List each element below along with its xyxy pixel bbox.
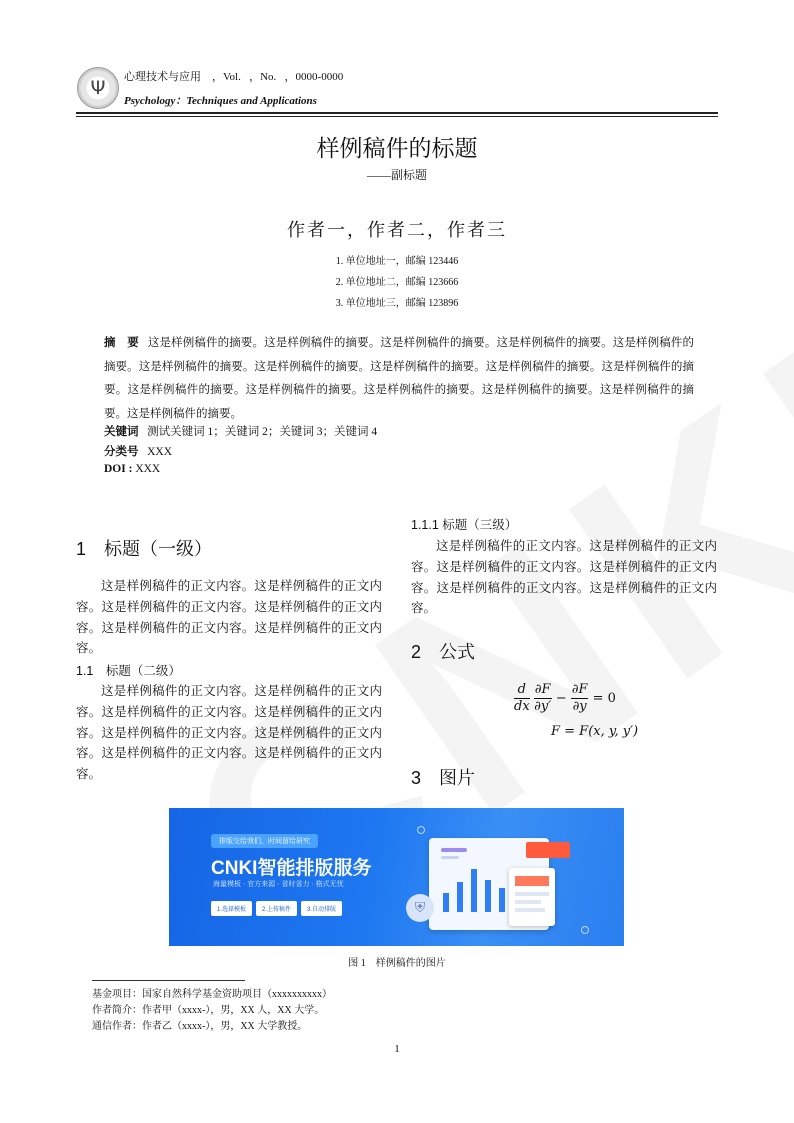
section-1-heading: 1 标题（一级） (76, 539, 213, 559)
formula-1 (514, 682, 616, 715)
doi-text: XXX (135, 463, 161, 475)
section-1-1-paragraph: 这是样例稿件的正文内容。这是样例稿件的正文内容。这是样例稿件的正文内容。这是样例稿件的正文内容。这是样例稿件的正文内容。这是样例稿件的正文内容。这是样例稿件的正文内容。这是样例稿件的正文内容。 (76, 684, 382, 782)
banner-bar (443, 893, 449, 912)
formula-1-den3: ∂y (572, 699, 587, 714)
header-rule-thin (76, 116, 718, 117)
formula-1-num3: ∂F (571, 682, 588, 697)
abstract (104, 332, 694, 426)
page-number: 1 (394, 1043, 400, 1055)
journal-logo (77, 67, 119, 109)
header-rule-thick (76, 112, 718, 114)
abstract-text: 这是样例稿件的摘要。这是样例稿件的摘要。这是样例稿件的摘要。这是样例稿件的摘要。这是样例稿件的摘要。这是样例稿件的摘要。这是样例稿件的摘要。这是样例稿件的摘要。这是样例稿件的摘要。这是样例稿件的摘要。这是样例稿件的摘要。这是样例稿件的摘要。这是样例稿件的摘要。这是样例稿件的摘要。这是样例稿件的摘要。这是样例稿件的摘要。 (104, 337, 695, 420)
banner-steps (211, 901, 342, 916)
banner-step-2: 2.上传稿件 (256, 901, 297, 916)
decor-circle (581, 926, 589, 934)
journal-name-en: Psychology：Techniques and Applications (124, 95, 317, 107)
formula-2: F = F(x, y, y′) (551, 724, 639, 739)
abstract-label: 摘 要 (104, 337, 139, 349)
figure-banner-image (169, 808, 624, 946)
formula-1-den1: dx (514, 699, 530, 714)
formula-1-num1: d (514, 682, 530, 699)
formula-1-minus: − (555, 691, 567, 706)
classification-label: 分类号 (104, 446, 139, 458)
affiliation-3: 3. 单位地址三，邮编 123896 (335, 298, 459, 309)
card-header-bar (441, 856, 459, 859)
banner-bar (471, 869, 477, 912)
banner-bar (485, 880, 491, 912)
paper-subtitle: ——副标题 (366, 168, 427, 182)
affiliation-2: 2. 单位地址二，邮编 123666 (335, 277, 459, 288)
banner-subtitle: 海量模板 · 官方来源 · 省时省力 · 格式无忧 (213, 881, 344, 888)
section-1-1-heading: 1.1 标题（二级） (76, 664, 181, 678)
footnote-corresponding: 通信作者：作者乙（xxxx-），男，XX 大学教授。 (92, 1021, 308, 1032)
section-3-heading: 3 图片 (411, 768, 476, 788)
formula-1-rhs: = 0 (592, 691, 616, 706)
formula-1-den2: ∂y′ (534, 699, 552, 714)
banner-document-icon (509, 868, 555, 926)
formula-1-num2: ∂F (534, 682, 551, 697)
journal-name-cn: 心理技术与应用 ，Vol. ，No. ，0000-0000 (124, 71, 344, 83)
keywords (104, 423, 377, 439)
doi (104, 463, 160, 475)
banner-step-3: 3.自动排版 (301, 901, 342, 916)
banner-bar (457, 882, 463, 912)
banner-title: CNKI智能排版服务 (211, 858, 372, 879)
section-2-heading: 2 公式 (411, 642, 476, 662)
figure-caption: 图 1 样例稿件的图片 (348, 958, 446, 969)
classification-text: XXX (147, 446, 173, 458)
section-1-1-1-heading: 1.1.1 标题（三级） (411, 518, 518, 532)
section-1-paragraph: 这是样例稿件的正文内容。这是样例稿件的正文内容。这是样例稿件的正文内容。这是样例稿件的正文内容。这是样例稿件的正文内容。这是样例稿件的正文内容。 (76, 579, 382, 656)
section-1-1-1-paragraph: 这是样例稿件的正文内容。这是样例稿件的正文内容。这是样例稿件的正文内容。这是样例稿件的正文内容。这是样例稿件的正文内容。这是样例稿件的正文内容。 (411, 539, 717, 616)
banner-bar (499, 888, 505, 912)
keywords-text: 测试关键词 1；关键词 2；关键词 3；关键词 4 (147, 426, 378, 438)
classification (104, 443, 172, 459)
card-header-bar (441, 848, 467, 852)
decor-circle (417, 826, 425, 834)
footnote-rule (92, 980, 245, 981)
doi-label: DOI : (104, 463, 133, 475)
author-list: 作者一，作者二，作者三 (287, 220, 507, 240)
footnote-author-bio: 作者简介：作者甲（xxxx-），男，XX 人，XX 大学。 (92, 1005, 325, 1016)
footnote-funding: 基金项目：国家自然科学基金资助项目（xxxxxxxxxx） (92, 989, 332, 1000)
paper-title: 样例稿件的标题 (316, 135, 478, 161)
shield-icon: ⛨ (406, 894, 434, 922)
banner-pill: 排版交给我们，时间留给研究 (211, 834, 318, 848)
psi-icon: Ψ (90, 77, 106, 99)
banner-step-1: 1.选择模板 (211, 901, 252, 916)
affiliation-1: 1. 单位地址一，邮编 123446 (335, 256, 459, 267)
banner-red-tag (526, 842, 570, 858)
keywords-label: 关键词 (104, 426, 139, 438)
